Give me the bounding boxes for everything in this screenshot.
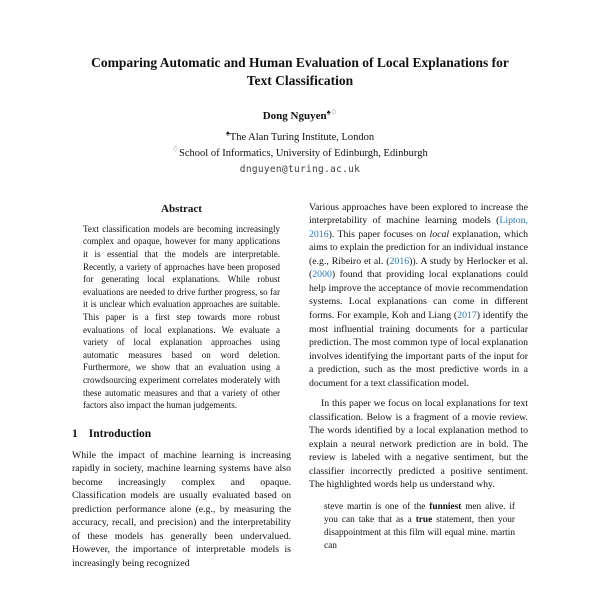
quote-text-run: steve martin is one of the [324,501,430,512]
affiliation-line-2 [72,146,528,161]
text-run: )). A study by Herlocker et al. ( [309,255,528,281]
quote-text-run: men alive. if you can take that as a [324,501,515,525]
author-name: Dong Nguyen [262,110,327,123]
author-line [72,107,528,123]
text-run: ) identify the most influential training documents for a particular prediction. The most common type of local explanation involves identifying the important parts of the input for a prediction, such as the most predictive words in a document for a text classification model. [309,310,529,389]
citation-link-koh-liang-2017[interactable]: 2017 [457,310,477,321]
section-heading-introduction [72,428,291,440]
two-column-body [72,201,528,578]
paper-title: Comparing Automatic and Human Evaluation of Local Explanations for Text Classification [91,55,509,89]
section-number: 1 [72,427,78,440]
citation-link-ribeiro-2016[interactable]: 2016 [389,255,410,267]
intro-paragraph: While the impact of machine learning is increasing rapidly in society, machine learning systems have also become increasingly complex and opaque. Classification models are usually evaluated based on prediction performance alone (e.g., by measuring the accuracy, recall, and precision) and the interpretability of these models has generally been undervalued. However, the importance of interpretable models is increasingly being recognized [72,449,291,569]
citation-link-herlocker-2000[interactable]: 2000 [312,269,332,281]
affiliation-mark-1: ♠ [225,128,230,138]
email-link[interactable]: dnguyen@turing.ac.uk [239,163,361,175]
affiliation-text-2: School of Informatics, University of Edinburgh, Edinburgh [179,147,428,159]
section-title: Introduction [88,427,152,440]
text-run: explanation, which aims to explain the prediction for an individual instance (e.g., Ribeiro et al. ( [309,228,528,267]
movie-review-quote [324,501,515,553]
paragraph-in-this-paper: In this paper we focus on local explanations for text classification. Below is a fragment of a movie review. The words identified by a local explanation method to explain a neural network prediction are in bold. The review is labeled with a negative sentiment, but the classifier incorrectly predicted a positive sentiment. The highlighted words help us understand why. [309,398,528,491]
highlighted-word-true: true [415,514,433,525]
column-left [72,201,291,578]
column-right [309,201,528,578]
paragraph-various-approaches [309,201,528,390]
affiliation-text-1: The Alan Turing Institute, London [229,132,375,144]
italic-term-local: local [429,228,450,240]
text-run: ) found that providing local explanations could help improve the acceptance of movie recommendation systems. Local explanations can come in different forms. For example, Koh and Liang ( [309,269,528,321]
highlighted-word-funniest: funniest [429,501,462,512]
author-block [72,107,528,175]
affiliation-mark-2: ♢ [172,144,180,154]
affiliation-line-1 [72,130,528,145]
quote-text-run: statement, then your disappointment at this film will equal mine. martin can [324,514,515,551]
citation-link-lipton-2016[interactable]: Lipton, 2016 [309,215,528,240]
text-run: ). This paper focuses on [328,228,430,240]
author-affiliation-marks: ♠♢ [326,107,338,117]
abstract-heading: Abstract [161,202,202,215]
text-run: Various approaches have been explored to increase the interpretability of machine learning models ( [309,201,528,227]
abstract-text: Text classification models are becoming increasingly complex and opaque, however for many applications it is essential that the models are interpretable. Recently, a variety of approaches have been proposed for generating local explanations. While robust evaluations are needed to drive further progress, so far it is unclear which evaluation approaches are suitable. This paper is a first step towards more robust evaluations of local explanations. We evaluate a variety of local explanation approaches using automatic measures based on word deletion. Furthermore, we show that an evaluation using a crowdsourcing experiment correlates moderately with these automatic measures and that a variety of other factors also impact the human judgements. [83,223,280,411]
